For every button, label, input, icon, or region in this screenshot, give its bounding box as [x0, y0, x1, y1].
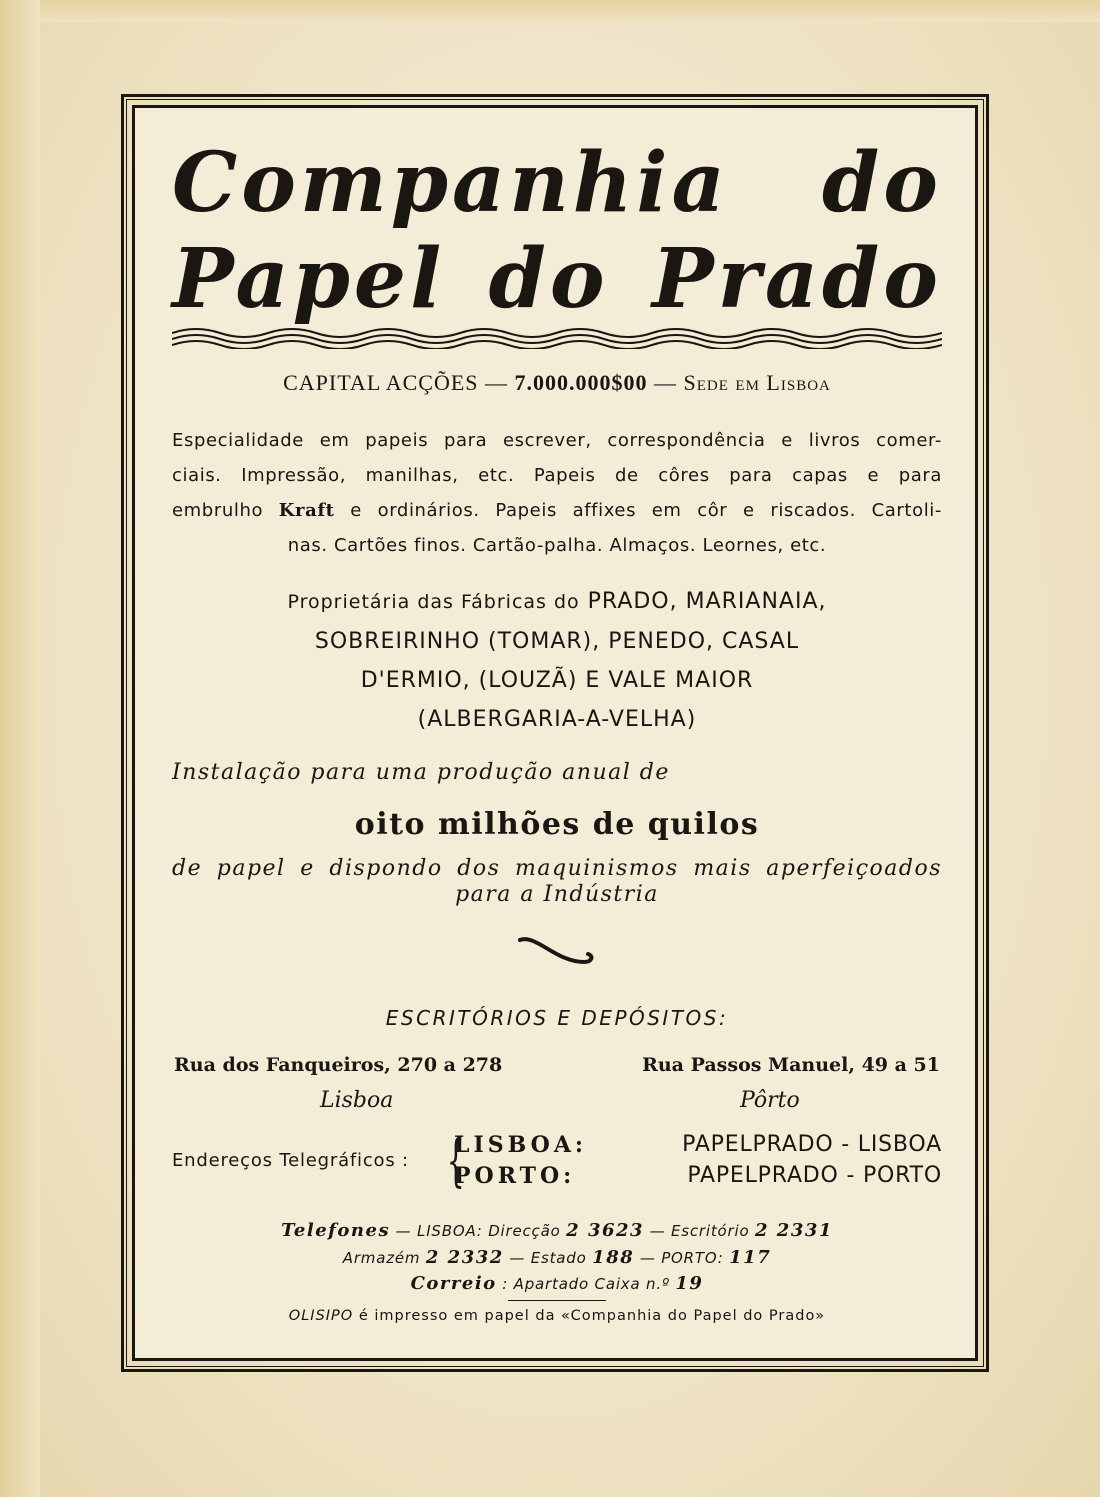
page-edge-left	[0, 0, 40, 1497]
kraft-bold: Kraft	[278, 500, 335, 521]
factories-line-2: SOBREIRINHO (TOMAR), PENEDO, CASAL	[314, 629, 800, 654]
phones-label: Telefones	[281, 1220, 391, 1241]
phones-line-1	[172, 1220, 942, 1241]
factories-line-3: D'ERMIO, (LOUZÃ) E VALE MAIOR	[360, 668, 754, 693]
factories-lead: Proprietária das Fábricas do	[287, 591, 580, 613]
lisboa-address: Rua dos Fanqueiros, 270 a 278	[174, 1054, 503, 1076]
correio-number: 19	[675, 1273, 704, 1294]
phones-line-2	[172, 1247, 942, 1268]
capital-amount: 7.000.000$00	[514, 370, 648, 395]
brace-ornament: {	[446, 1129, 465, 1194]
telegraph-label: Endereços Telegráficos :	[172, 1150, 409, 1171]
correio-label: Correio	[410, 1273, 497, 1294]
advertisement-content	[172, 120, 942, 1350]
flourish-ornament	[516, 932, 596, 972]
phones-armazem-label: Armazém	[342, 1249, 421, 1267]
offices-heading: ESCRITÓRIOS E DEPÓSITOS:	[385, 1006, 729, 1030]
correio-text: : Apartado Caixa n.º	[502, 1275, 670, 1293]
factories-line-1	[172, 582, 942, 622]
correio-line	[172, 1273, 942, 1294]
telegraph-porto-row	[454, 1163, 942, 1189]
phones-porto-label: — PORTO:	[639, 1249, 724, 1267]
company-title-line-2: Papel do Prado	[172, 231, 942, 327]
telegraph-lisboa-value: PAPELPRADO - LISBOA	[682, 1132, 942, 1157]
production-desc-2: para a Indústria	[455, 882, 659, 907]
footer-olisipo: OLISIPO	[288, 1308, 354, 1324]
page-edge-top	[0, 0, 1100, 22]
phones-lisboa: — LISBOA: Direcção	[395, 1222, 561, 1240]
telegraph-lisboa-row	[454, 1132, 942, 1158]
wavy-rule-ornament	[172, 325, 942, 349]
phones-direccao: 2 3623	[566, 1220, 645, 1241]
specialties-line-3	[172, 493, 942, 528]
specialties-paragraph	[172, 423, 942, 563]
production-intro: Instalação para uma produção anual de	[172, 760, 670, 785]
footer-text: é impresso em papel da «Companhia do Papel do Prado»	[358, 1308, 826, 1324]
specialties-line-2: ciais. Impressão, manilhas, etc. Papeis de côres para capas e para	[172, 465, 942, 486]
company-title-line-1: Companhia do	[172, 135, 942, 231]
telegraph-porto-label: PORTO:	[454, 1163, 576, 1189]
porto-city: Pôrto	[740, 1088, 800, 1113]
phones-estado: 188	[592, 1247, 635, 1268]
specialties-line-4: nas. Cartões finos. Cartão-palha. Almaços. Leornes, etc.	[287, 535, 827, 556]
phones-escritorio-label: — Escritório	[649, 1222, 750, 1240]
porto-address: Rua Passos Manuel, 49 a 51	[642, 1054, 940, 1076]
phones-escritorio: 2 2331	[755, 1220, 833, 1241]
specialties-line-3-b: e ordinários. Papeis affixes em côr e riscados. Cartoli-	[350, 500, 942, 521]
capital-sede: — Sede em Lisboa	[654, 370, 831, 395]
production-desc-1: de papel e dispondo dos maquinismos mais aperfeiçoados	[172, 856, 942, 881]
capital-line	[172, 370, 942, 396]
lisboa-city: Lisboa	[320, 1088, 394, 1113]
phones-porto: 117	[729, 1247, 772, 1268]
factories-line-4: (ALBERGARIA-A-VELHA)	[417, 707, 697, 732]
specialties-line-1: Especialidade em papeis para escrever, correspondência e livros comer-	[172, 430, 942, 451]
capital-label: CAPITAL ACÇÕES —	[283, 370, 509, 395]
telegraph-porto-value: PAPELPRADO - PORTO	[687, 1163, 942, 1188]
production-amount: oito milhões de quilos	[354, 807, 760, 842]
phones-armazem: 2 2332	[425, 1247, 504, 1268]
factories-line-1-rest: PRADO, MARIANAIA,	[587, 589, 827, 614]
footer-line	[172, 1308, 942, 1324]
specialties-line-3-a: embrulho	[172, 500, 264, 521]
footer-divider	[508, 1300, 606, 1301]
phones-estado-label: — Estado	[509, 1249, 587, 1267]
factories-paragraph	[172, 582, 942, 739]
telegraph-lisboa-label: LISBOA:	[454, 1132, 588, 1158]
